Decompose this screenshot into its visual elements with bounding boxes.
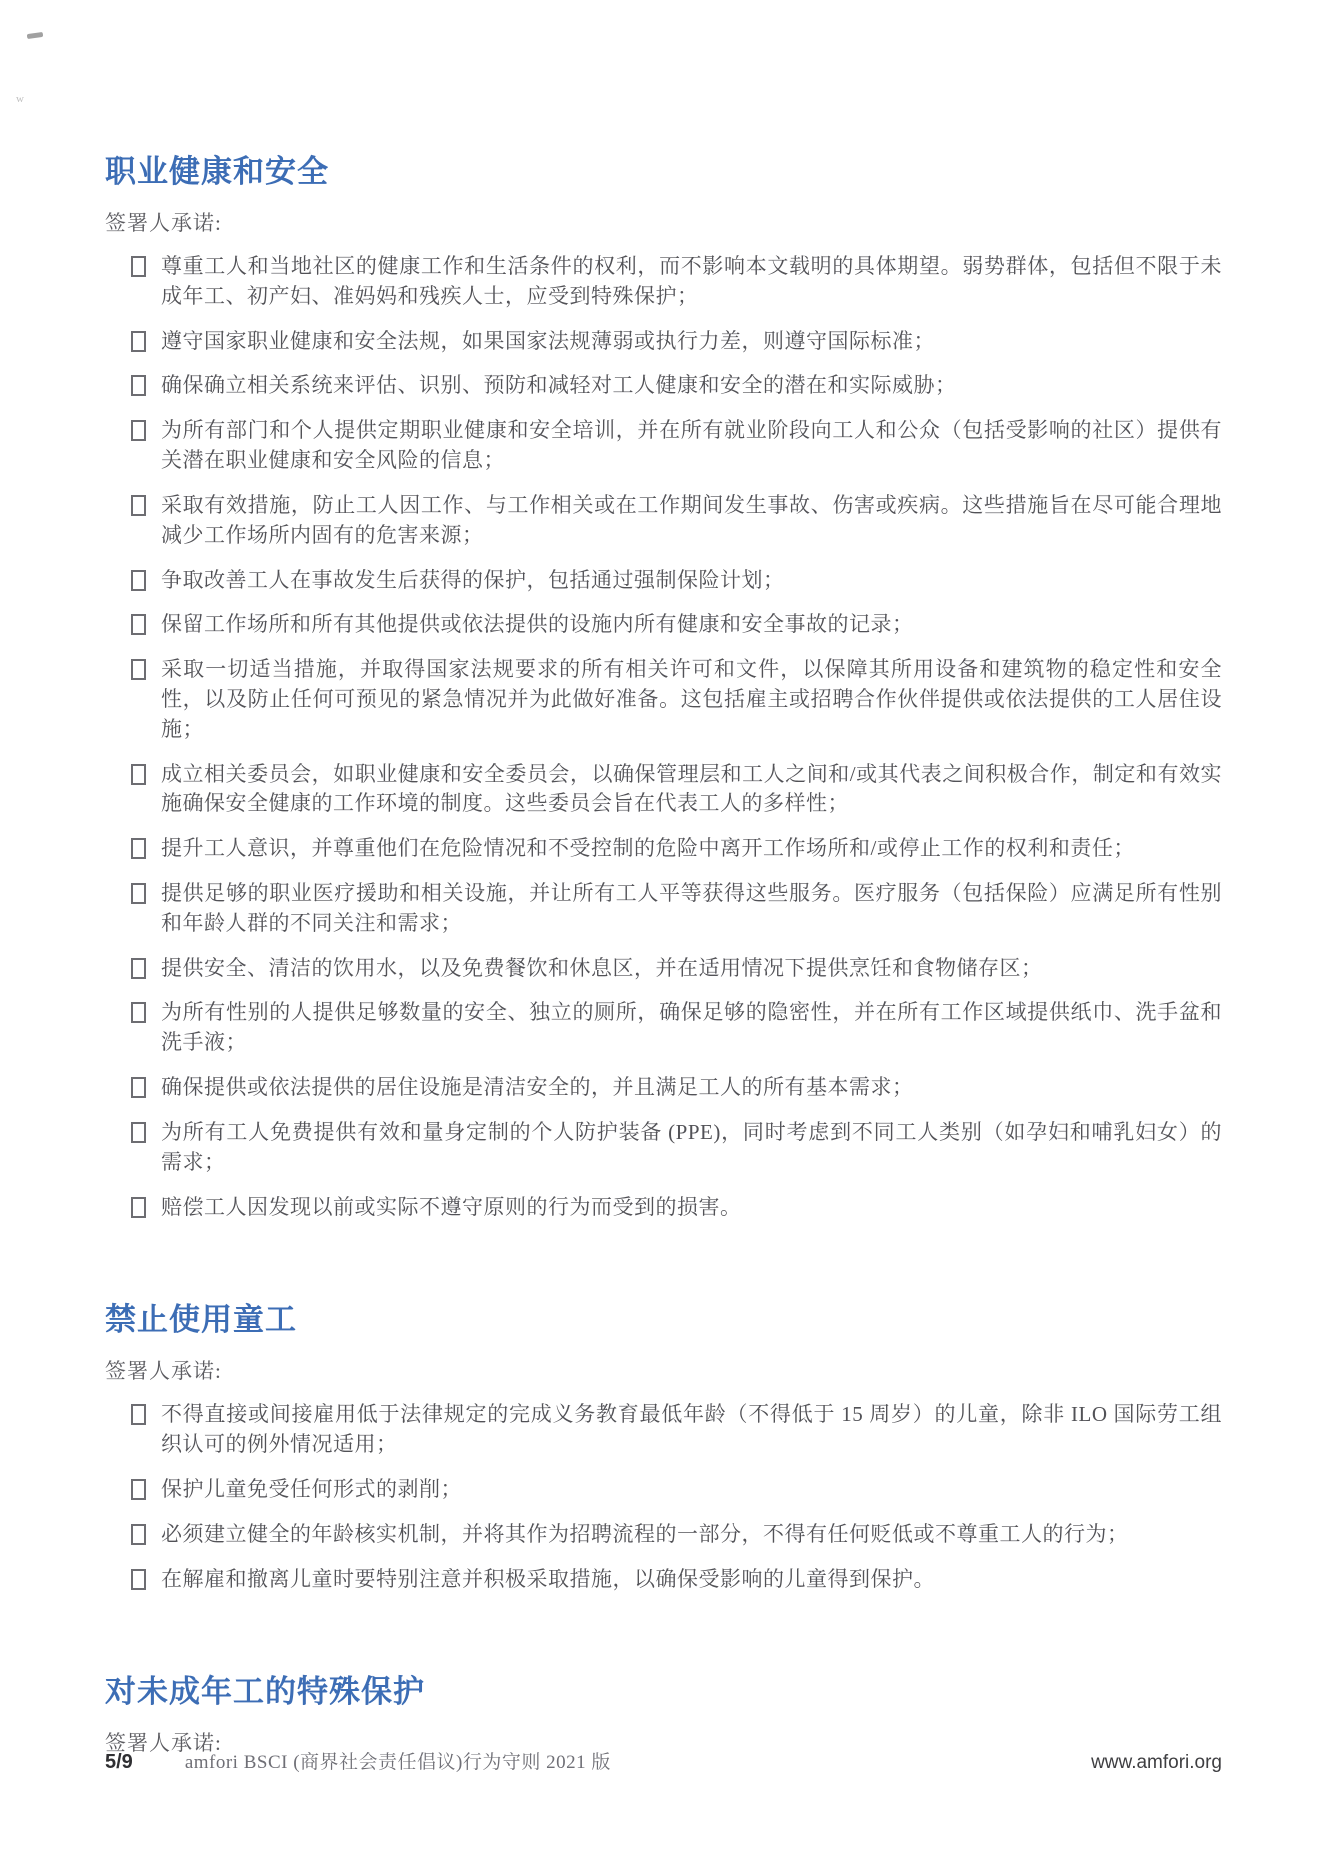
- bullet-text: 赔偿工人因发现以前或实际不遵守原则的行为而受到的损害。: [161, 1194, 742, 1219]
- checkbox-icon: [131, 1524, 146, 1545]
- checkbox-icon: [131, 1002, 146, 1023]
- checkbox-icon: [131, 958, 146, 979]
- bullet-item: [131, 760, 1222, 820]
- bullet-item: [131, 327, 1222, 357]
- bullet-text: 尊重工人和当地社区的健康工作和生活条件的权利，而不影响本文载明的具体期望。弱势群体，包括但不限于未成年工、初产妇、准妈妈和残疾人士，应受到特殊保护；: [161, 254, 1222, 308]
- bullet-item: [131, 954, 1222, 984]
- bullet-item: [131, 1565, 1222, 1595]
- checkbox-icon: [131, 256, 146, 277]
- bullet-list: [105, 252, 1222, 1222]
- scan-artifact-smudge: w: [16, 93, 24, 105]
- bullet-text: 保护儿童免受任何形式的剥削；: [161, 1476, 462, 1501]
- footer-website-link[interactable]: www.amfori.org: [1091, 1752, 1222, 1773]
- bullet-item: [131, 998, 1222, 1058]
- bullet-item: [131, 1520, 1222, 1550]
- section: [105, 1666, 1222, 1757]
- section: [105, 146, 1222, 1222]
- bullet-list: [105, 1400, 1222, 1594]
- checkbox-icon: [131, 1569, 146, 1590]
- checkbox-icon: [131, 614, 146, 635]
- bullet-item: [131, 655, 1222, 744]
- checkbox-icon: [131, 570, 146, 591]
- section-heading: 对未成年工的特殊保护: [105, 1674, 425, 1710]
- bullet-item: [131, 491, 1222, 551]
- checkbox-icon: [131, 420, 146, 441]
- bullet-text: 必须建立健全的年龄核实机制，并将其作为招聘流程的一部分，不得有任何贬低或不尊重工人的行为；: [161, 1521, 1129, 1546]
- bullet-text: 不得直接或间接雇用低于法律规定的完成义务教育最低年龄（不得低于 15 周岁）的儿童，除非 ILO 国际劳工组织认可的例外情况适用；: [161, 1402, 1222, 1457]
- checkbox-icon: [131, 883, 146, 904]
- bullet-item: [131, 416, 1222, 476]
- section-intro: 签署人承诺:: [105, 1359, 222, 1384]
- footer-document-title: amfori BSCI (商界社会责任倡议)行为守则 2021 版: [184, 1752, 611, 1773]
- section-intro: 签署人承诺:: [105, 211, 222, 235]
- bullet-item: [131, 566, 1222, 596]
- bullet-item: [131, 371, 1222, 401]
- bullet-item: [131, 879, 1222, 939]
- bullet-text: 为所有性别的人提供足够数量的安全、独立的厕所，确保足够的隐密性，并在所有工作区域提供纸巾、洗手盆和洗手液；: [161, 1000, 1222, 1055]
- checkbox-icon: [131, 1122, 146, 1143]
- checkbox-icon: [131, 838, 146, 859]
- bullet-text: 采取有效措施，防止工人因工作、与工作相关或在工作期间发生事故、伤害或疾病。这些措施旨在尽可能合理地减少工作场所内固有的危害来源；: [161, 492, 1222, 547]
- bullet-text: 保留工作场所和所有其他提供或依法提供的设施内所有健康和安全事故的记录；: [161, 612, 914, 637]
- bullet-text: 提升工人意识，并尊重他们在危险情况和不受控制的危险中离开工作场所和/或停止工作的权利和责任；: [161, 836, 1135, 861]
- checkbox-icon: [131, 1197, 146, 1218]
- bullet-text: 确保确立相关系统来评估、识别、预防和减轻对工人健康和安全的潜在和实际威胁；: [161, 373, 957, 398]
- section-heading: 禁止使用童工: [105, 1302, 297, 1338]
- bullet-text: 成立相关委员会，如职业健康和安全委员会，以确保管理层和工人之间和/或其代表之间积极合作，制定和有效实施确保安全健康的工作环境的制度。这些委员会旨在代表工人的多样性；: [161, 761, 1222, 816]
- bullet-item: [131, 1118, 1222, 1178]
- page-number: 5/9: [105, 1751, 133, 1773]
- checkbox-icon: [131, 495, 146, 516]
- bullet-text: 为所有工人免费提供有效和量身定制的个人防护装备 (PPE)，同时考虑到不同工人类别（如孕妇和哺乳妇女）的需求；: [161, 1119, 1222, 1174]
- section-heading: 职业健康和安全: [105, 154, 329, 189]
- bullet-text: 遵守国家职业健康和安全法规，如果国家法规薄弱或执行力差，则遵守国际标准；: [161, 328, 935, 353]
- section-intro: 签署人承诺:: [105, 1731, 222, 1756]
- checkbox-icon: [131, 1404, 146, 1425]
- checkbox-icon: [131, 764, 146, 785]
- bullet-item: [131, 1073, 1222, 1103]
- bullet-text: 争取改善工人在事故发生后获得的保护，包括通过强制保险计划；: [161, 567, 785, 592]
- scan-artifact-mark: [27, 32, 44, 39]
- bullet-text: 采取一切适当措施，并取得国家法规要求的所有相关许可和文件，以保障其所用设备和建筑物的稳定性和安全性，以及防止任何可预见的紧急情况并为此做好准备。这包括雇主或招聘合作伙伴提供或依法提供的工人居住设施；: [161, 657, 1222, 741]
- bullet-item: [131, 610, 1222, 640]
- bullet-text: 为所有部门和个人提供定期职业健康和安全培训，并在所有就业阶段向工人和公众（包括受影响的社区）提供有关潜在职业健康和安全风险的信息；: [161, 418, 1222, 473]
- bullet-text: 提供足够的职业医疗援助和相关设施，并让所有工人平等获得这些服务。医疗服务（包括保险）应满足所有性别和年龄人群的不同关注和需求；: [161, 881, 1222, 935]
- bullet-text: 确保提供或依法提供的居住设施是清洁安全的，并且满足工人的所有基本需求；: [161, 1075, 914, 1100]
- section: [105, 1294, 1222, 1594]
- checkbox-icon: [131, 1077, 146, 1098]
- bullet-text: 提供安全、清洁的饮用水，以及免费餐饮和休息区，并在适用情况下提供烹饪和食物储存区；: [161, 955, 1043, 980]
- page-footer: [105, 1747, 1222, 1774]
- bullet-item: [131, 1193, 1222, 1223]
- bullet-item: [131, 834, 1222, 864]
- bullet-item: [131, 252, 1222, 312]
- checkbox-icon: [131, 331, 146, 352]
- bullet-item: [131, 1475, 1222, 1505]
- checkbox-icon: [131, 659, 146, 680]
- bullet-item: [131, 1400, 1222, 1460]
- document-content: [105, 146, 1222, 1757]
- checkbox-icon: [131, 375, 146, 396]
- checkbox-icon: [131, 1479, 146, 1500]
- bullet-text: 在解雇和撤离儿童时要特别注意并积极采取措施，以确保受影响的儿童得到保护。: [161, 1566, 935, 1591]
